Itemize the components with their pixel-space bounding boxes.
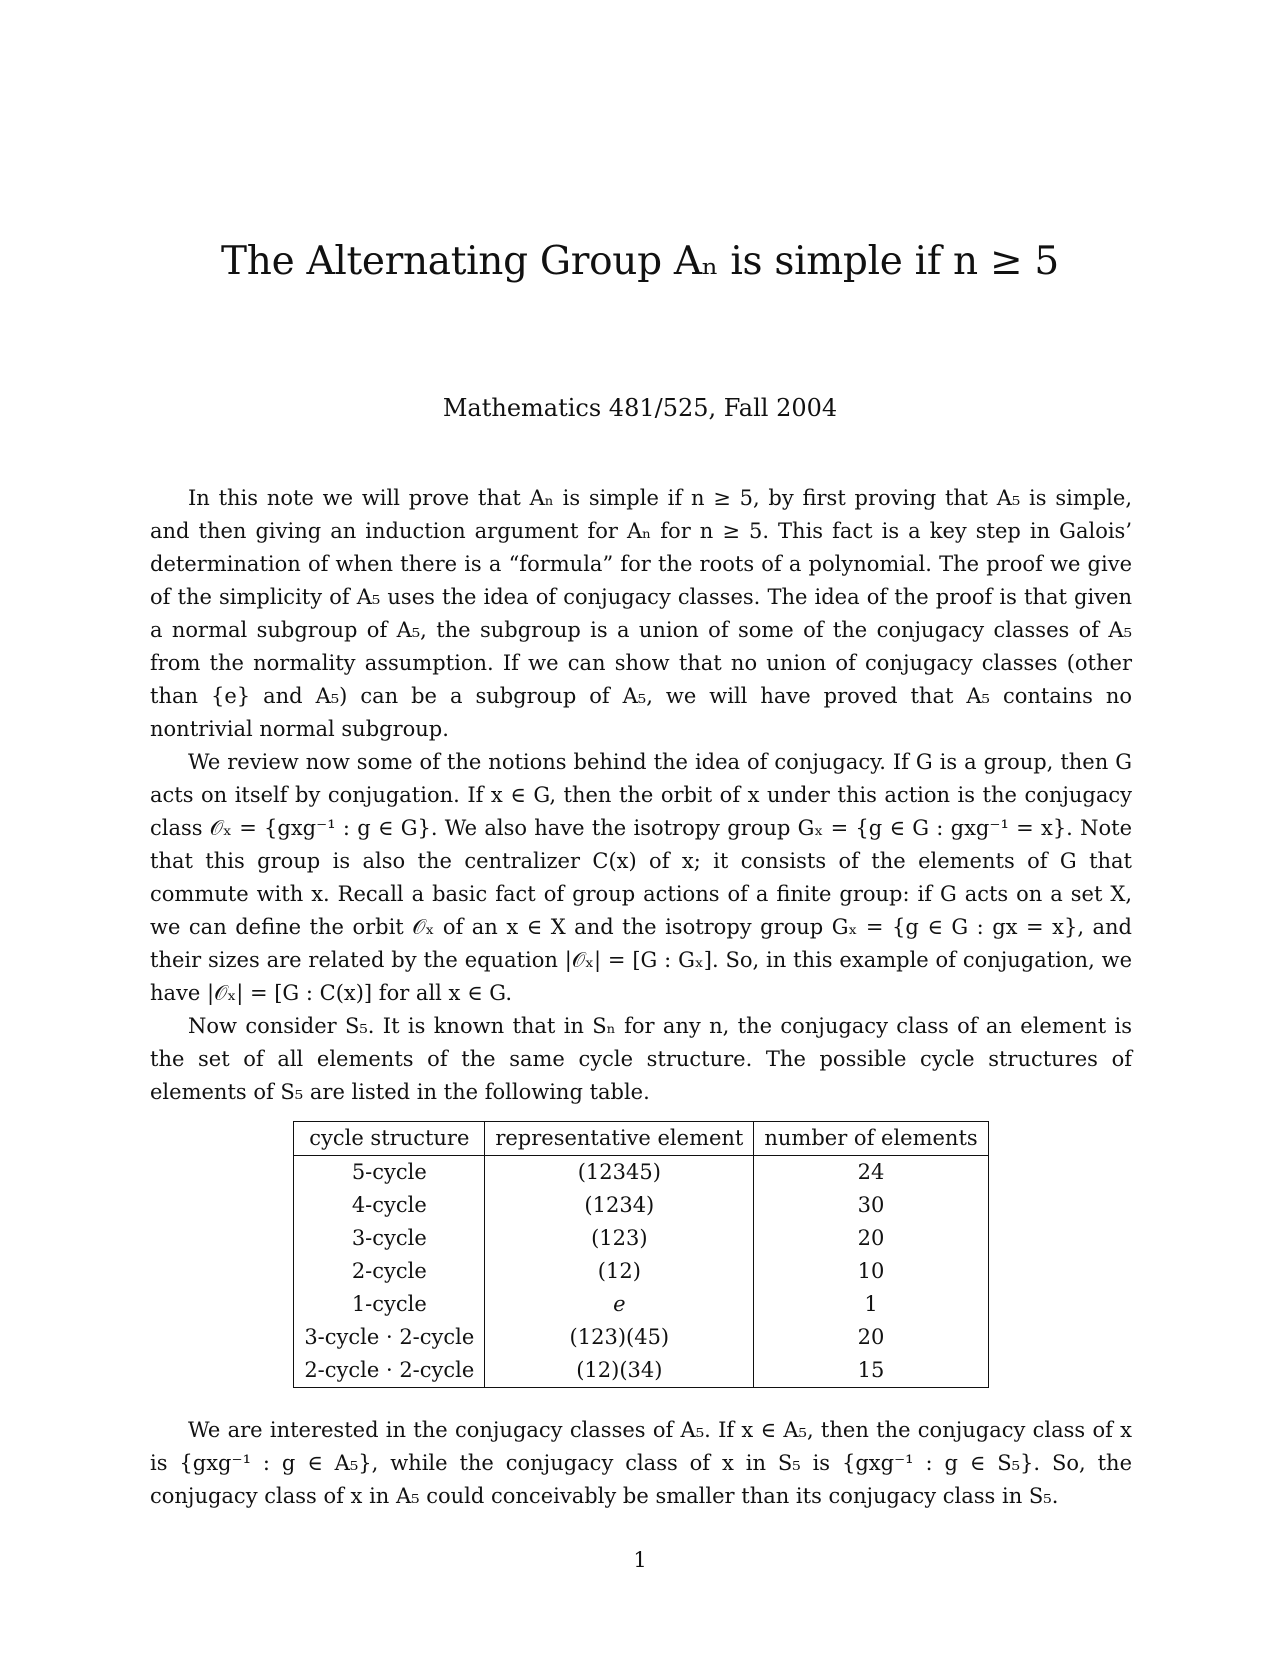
table-cell: 20 [754,1321,988,1354]
table-cell: 10 [754,1255,988,1288]
table-cell: (12345) [485,1156,754,1190]
paragraph-a5-classes: We are interested in the conjugacy classes of A₅. If x ∈ A₅, then the conjugacy class of x is {gxg⁻¹ : g ∈ A₅}, while the conjugacy class of x in S₅ is {gxg⁻¹ : g ∈ S₅}. So, the conjugacy class of x in A₅ could conceivably be smaller than its conjugacy class in S₅. [150,1418,1132,1508]
page-number: 1 [633,1548,647,1572]
table-row [294,1255,988,1288]
table-cell: (123) [485,1222,754,1255]
table-cell: 30 [754,1189,988,1222]
table-cell: 3-cycle [351,1226,427,1250]
table-cell: 2-cycle [351,1259,427,1283]
table-cell: 1 [754,1288,988,1321]
cycle-structure-table [293,1121,988,1388]
table-cell: 5-cycle [351,1160,427,1184]
table-cell: 2-cycle · 2-cycle [304,1358,475,1382]
table-cell: (12)(34) [485,1354,754,1388]
paragraph-s5: Now consider S₅. It is known that in Sₙ for any n, the conjugacy class of an element is the set of all elements of the same cycle structure. The possible cycle structures of elements of S₅ are listed in the following table. [150,1014,1132,1104]
table-cell: (12) [485,1255,754,1288]
table-cell: e [485,1288,754,1321]
paragraph-intro: In this note we will prove that Aₙ is simple if n ≥ 5, by first proving that A₅ is simple, and then giving an induction argument for Aₙ for n ≥ 5. This fact is a key step in Galois’ determination of when there is a “formula” for the roots of a polynomial. The proof we give of the simplicity of A₅ uses the idea of conjugacy classes. The idea of the proof is that given a normal subgroup of A₅, the subgroup is a union of some of the conjugacy classes of A₅ from the normality assumption. If we can show that no union of conjugacy classes (other than {e} and A₅) can be a subgroup of A₅, we will have proved that A₅ contains no nontrivial normal subgroup. [150,486,1132,741]
table-cell: (1234) [485,1189,754,1222]
table-cell: 1-cycle [351,1292,427,1316]
table-header-cell: representative element [485,1122,754,1156]
table-cell: (123)(45) [485,1321,754,1354]
paragraph-conjugacy: We review now some of the notions behind the idea of conjugacy. If G is a group, then G acts on itself by conjugation. If x ∈ G, then the orbit of x under this action is the conjugacy class 𝒪ₓ = {gxg⁻¹ : g ∈ G}. We also have the isotropy group Gₓ = {g ∈ G : gxg⁻¹ = x}. Note that this group is also the centralizer C(x) of x; it consists of the elements of G that commute with x. Recall a basic fact of group actions of a finite group: if G acts on a set X, we can define the orbit 𝒪ₓ of an x ∈ X and the isotropy group Gₓ = {g ∈ G : gx = x}, and their sizes are related by the equation |𝒪ₓ| = [G : Gₓ]. So, in this example of conjugation, we have |𝒪ₓ| = [G : C(x)] for all x ∈ G. [150,750,1132,1005]
table-cell: 24 [754,1156,988,1190]
paper-subtitle: Mathematics 481/525, Fall 2004 [442,394,838,422]
table-header-row [294,1122,988,1156]
table-cell: 15 [754,1354,988,1388]
table-row [294,1189,988,1222]
table-cell: 20 [754,1222,988,1255]
paper-body [150,482,1132,1513]
table-header-cell: cycle structure [294,1122,485,1156]
table-row [294,1156,988,1190]
table-row [294,1222,988,1255]
table-row [294,1321,988,1354]
paper-title: The Alternating Group Aₙ is simple if n ≥ 5 [221,239,1059,284]
table-row [294,1288,988,1321]
table-row [294,1354,988,1388]
table-cell: 3-cycle · 2-cycle [304,1325,475,1349]
table-header-cell: number of elements [754,1122,988,1156]
table-cell: 4-cycle [351,1193,427,1217]
